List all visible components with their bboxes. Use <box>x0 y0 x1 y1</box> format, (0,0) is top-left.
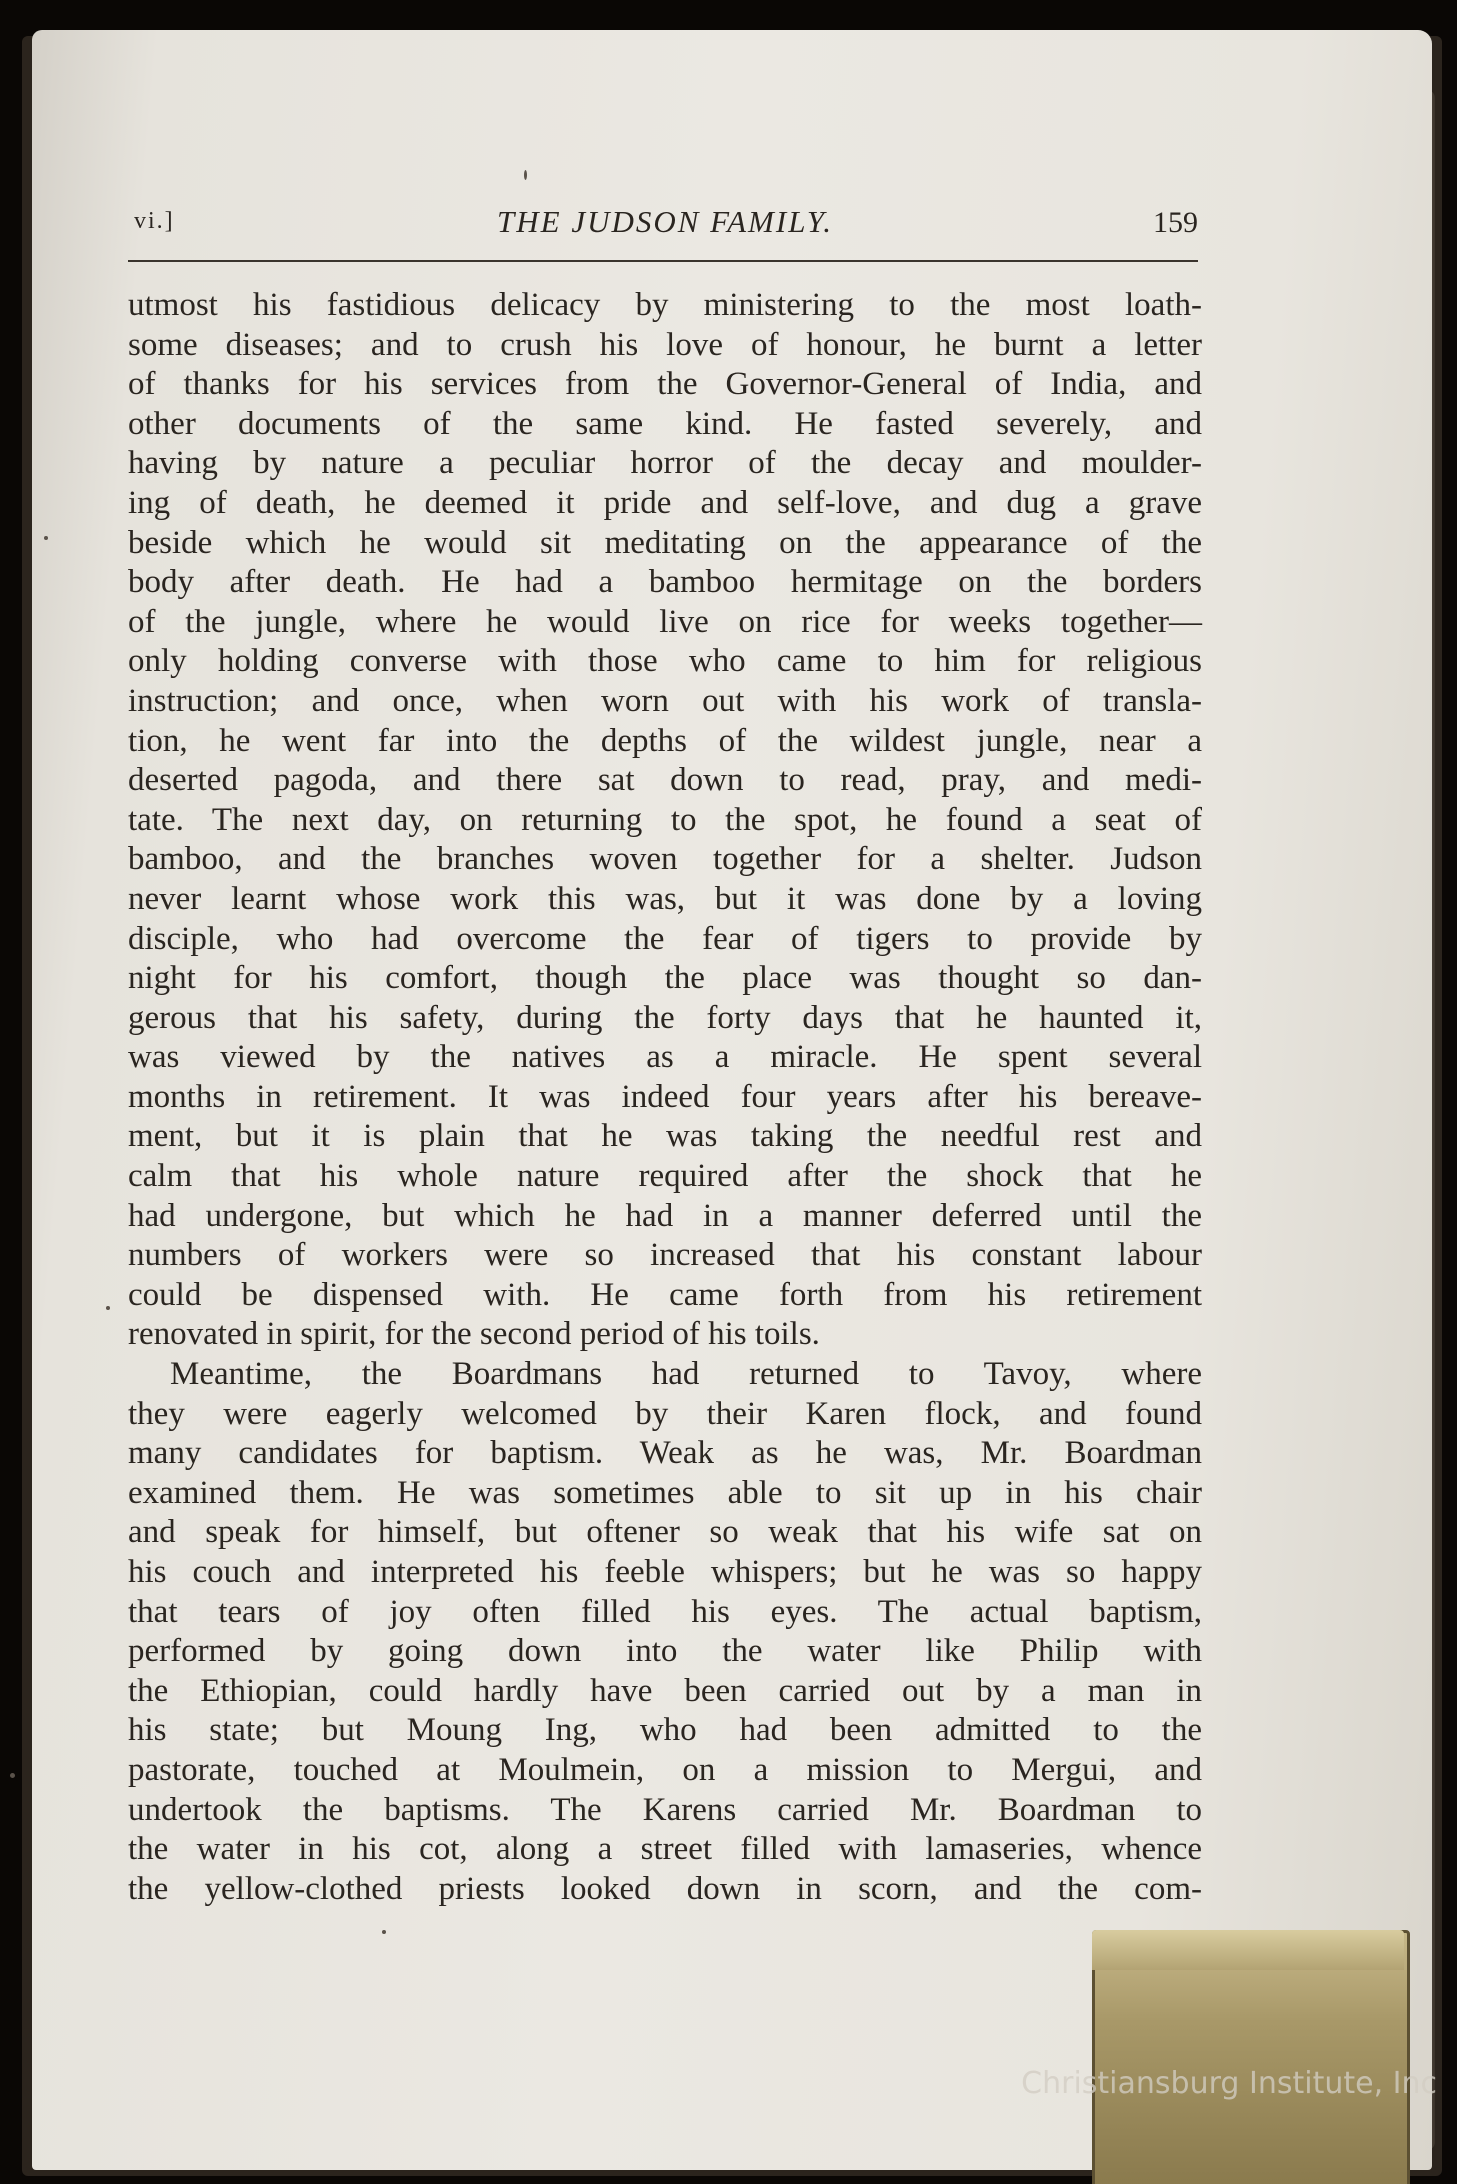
text-line: undertook the baptisms. The Karens carried Mr. Boardman to <box>128 1791 1202 1828</box>
text-line: his couch and interpreted his feeble whispers; but he was so happy <box>128 1554 1202 1590</box>
text-line: ment, but it is plain that he was taking the needful rest and <box>128 1118 1202 1155</box>
text-line: they were eagerly welcomed by their Karen flock, and found <box>128 1395 1202 1432</box>
paper-speck <box>106 1306 110 1310</box>
text-line: his state; but Moung Ing, who had been admitted to the <box>128 1712 1202 1749</box>
text-line: disciple, who had overcome the fear of tigers to provide by <box>128 920 1202 957</box>
paper-speck <box>524 170 527 180</box>
running-title: THE JUDSON FAMILY. <box>497 204 833 239</box>
text-line: the Ethiopian, could hardly have been carried out by a man in <box>128 1672 1202 1709</box>
text-line: numbers of workers were so increased that his constant labour <box>128 1237 1202 1274</box>
text-line: never learnt whose work this was, but it was done by a loving <box>128 880 1202 917</box>
paragraph-start-line: Meantime, the Boardmans had returned to Tavoy, where <box>170 1356 1202 1393</box>
text-line: bamboo, and the branches woven together for a shelter. Judson <box>128 841 1202 878</box>
body-text <box>128 286 1202 1909</box>
text-line: tate. The next day, on returning to the spot, he found a seat of <box>128 801 1202 838</box>
text-line: night for his comfort, though the place was thought so dan- <box>128 960 1202 997</box>
text-line: could be dispensed with. He came forth from his retirement <box>128 1276 1202 1313</box>
paper-speck <box>44 536 48 540</box>
text-line: instruction; and once, when worn out with his work of transla- <box>128 682 1202 719</box>
text-line: many candidates for baptism. Weak as he was, Mr. Boardman <box>128 1435 1202 1472</box>
text-line: some diseases; and to crush his love of honour, he burnt a letter <box>128 326 1202 363</box>
paper-speck <box>382 1930 386 1934</box>
text-line: performed by going down into the water like Philip with <box>128 1633 1202 1670</box>
text-line: months in retirement. It was indeed four years after his bereave- <box>128 1078 1202 1115</box>
paragraph-end-line: renovated in spirit, for the second period of his toils. <box>128 1316 820 1353</box>
text-line: ing of death, he deemed it pride and self-love, and dug a grave <box>128 484 1202 521</box>
text-line: the yellow-clothed priests looked down in scorn, and the com- <box>128 1870 1202 1907</box>
text-line: was viewed by the natives as a miracle. He spent several <box>128 1039 1202 1076</box>
text-line: having by nature a peculiar horror of the decay and moulder- <box>128 445 1202 482</box>
text-line: and speak for himself, but oftener so weak that his wife sat on <box>128 1514 1202 1551</box>
text-line: gerous that his safety, during the forty days that he haunted it, <box>128 999 1202 1036</box>
text-line: examined them. He was sometimes able to sit up in his chair <box>128 1474 1202 1511</box>
text-line: that tears of joy often filled his eyes. The actual baptism, <box>128 1593 1202 1630</box>
text-line: had undergone, but which he had in a manner deferred until the <box>128 1197 1202 1234</box>
text-line: other documents of the same kind. He fasted severely, and <box>128 405 1202 442</box>
text-line: body after death. He had a bamboo hermitage on the borders <box>128 564 1202 601</box>
text-line: beside which he would sit meditating on the appearance of the <box>128 524 1202 561</box>
text-line: tion, he went far into the depths of the wildest jungle, near a <box>128 722 1202 759</box>
bookmark-tab-top <box>1092 1930 1404 1970</box>
header-rule <box>128 260 1198 262</box>
chapter-marker: vi.] <box>134 208 175 234</box>
watermark: Christiansburg Institute, Inc <box>1021 2066 1437 2101</box>
text-line: of the jungle, where he would live on rice for weeks together— <box>128 603 1202 640</box>
text-line: calm that his whole nature required after the shock that he <box>128 1158 1202 1195</box>
running-head <box>130 200 1200 250</box>
text-line: the water in his cot, along a street filled with lamaseries, whence <box>128 1831 1202 1868</box>
text-line: of thanks for his services from the Governor-General of India, and <box>128 366 1202 403</box>
text-line: utmost his fastidious delicacy by ministering to the most loath- <box>128 287 1202 323</box>
paper-speck <box>10 1773 15 1778</box>
text-line: pastorate, touched at Moulmein, on a mission to Mergui, and <box>128 1751 1202 1788</box>
text-line: only holding converse with those who came to him for religious <box>128 643 1202 680</box>
text-line: deserted pagoda, and there sat down to read, pray, and medi- <box>128 762 1202 799</box>
page-number: 159 <box>1153 206 1198 239</box>
